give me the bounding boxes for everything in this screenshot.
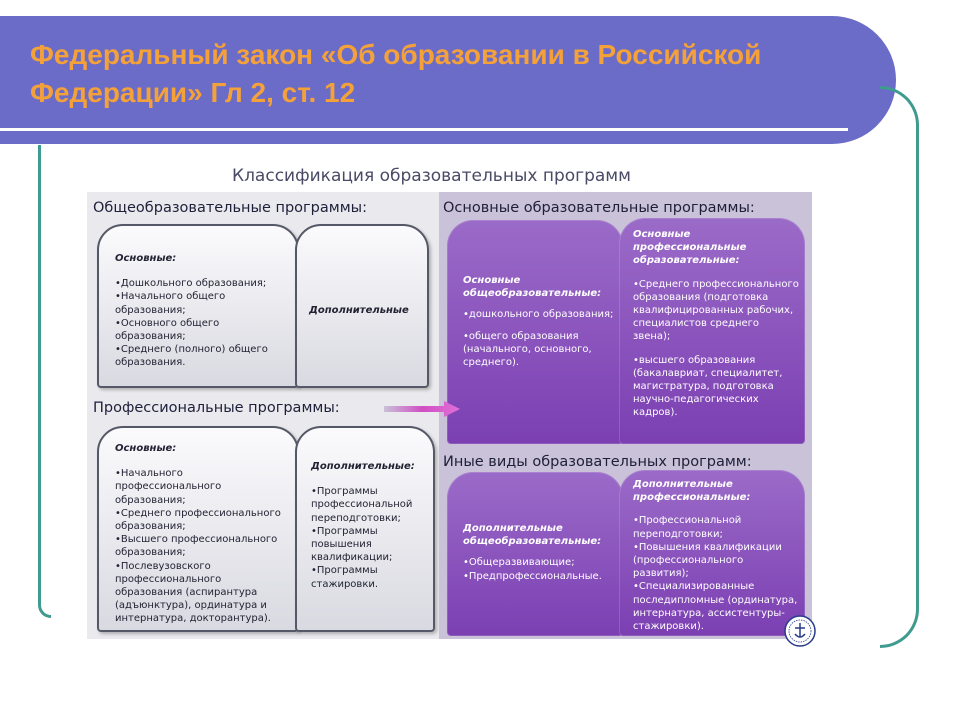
- main-professional-head: Основные профессиональные образовательные:: [633, 229, 747, 267]
- professional-main-box: [97, 426, 299, 632]
- professional-programs-title: Профессиональные программы:: [93, 400, 340, 416]
- main-general-list: [463, 308, 615, 369]
- list-item: •Повышения квалификации (профессионального развития);: [633, 541, 782, 580]
- diagram-title: Классификация образовательных программ: [232, 166, 631, 186]
- general-main-list: [115, 277, 291, 369]
- professional-main-list: [115, 467, 291, 625]
- other-programs-title: Иные виды образовательных программ:: [443, 454, 752, 470]
- general-additional-head: Дополнительные: [309, 305, 409, 316]
- list-item: •высшего образования (бакалавриат, специалитет, магистратура, подготовка научно-педагогических кадров).: [633, 354, 783, 419]
- emblem-logo-icon: [783, 614, 817, 648]
- list-item: •Начального профессионального образования;: [115, 468, 222, 506]
- main-professional-list: [633, 278, 799, 420]
- new-classification-panel: [439, 192, 812, 639]
- general-programs-title: Общеобразовательные программы:: [93, 200, 367, 216]
- list-item: •Общеразвивающие;: [463, 557, 575, 569]
- other-general-list: [463, 556, 615, 582]
- list-item: •Высшего профессионального образования;: [115, 534, 278, 559]
- list-item: •Программы профессиональной переподготовки;: [311, 486, 413, 524]
- other-general-head: Дополнительные общеобразовательные:: [463, 523, 602, 548]
- list-item: •Программы стажировки.: [311, 565, 379, 590]
- list-item: •Специализированные последипломные (ординатура, интернатура, ассистентуры-стажировки).: [633, 581, 798, 633]
- main-general-head: Основные общеобразовательные:: [463, 275, 602, 300]
- professional-main-head: Основные:: [115, 443, 177, 454]
- general-main-head: Основные:: [115, 253, 177, 264]
- general-additional-box: [295, 224, 429, 388]
- other-general-box: [447, 472, 623, 636]
- list-item: •Среднего (полного) общего образования.: [115, 344, 268, 369]
- list-item: •дошкольного образования;: [463, 309, 614, 321]
- right-frame-line: [880, 86, 919, 648]
- main-general-box: [447, 220, 623, 444]
- professional-additional-box: [295, 426, 435, 632]
- title-underline: [0, 128, 848, 131]
- main-programs-title: Основные образовательные программы:: [443, 200, 755, 216]
- main-professional-box: [619, 218, 805, 444]
- list-item: •Среднего профессионального образования (подготовка квалифицированных рабочих, специалистов среднего звена);: [633, 278, 799, 343]
- left-frame-line: [38, 145, 51, 618]
- list-item: •Предпрофессиональные.: [463, 570, 602, 582]
- professional-additional-list: [311, 485, 427, 591]
- other-professional-box: [619, 470, 805, 636]
- general-main-box: [97, 224, 299, 388]
- list-item: •Профессиональной переподготовки;: [633, 515, 742, 540]
- list-item: •общего образования (начального, основного, среднего).: [463, 330, 592, 369]
- professional-additional-head: Дополнительные:: [311, 461, 415, 472]
- slide-title: Федеральный закон «Об образовании в Российской Федерации» Гл 2, ст. 12: [30, 39, 762, 108]
- list-item: •Начального общего образования;: [115, 291, 226, 316]
- list-item: •Программы повышения квалификации;: [311, 525, 393, 564]
- list-item: •Среднего профессионального образования;: [115, 507, 281, 533]
- right-arrow-icon: [382, 400, 462, 418]
- list-item: •Послевузовского профессионального образования (аспирантура (адъюнктура), ординатура и интернатура, докторантура).: [115, 560, 271, 625]
- list-item: •Дошкольного образования;: [115, 278, 267, 290]
- other-professional-list: [633, 514, 799, 633]
- list-item: •Основного общего образования;: [115, 317, 220, 343]
- other-professional-head: Дополнительные профессиональные:: [633, 479, 751, 504]
